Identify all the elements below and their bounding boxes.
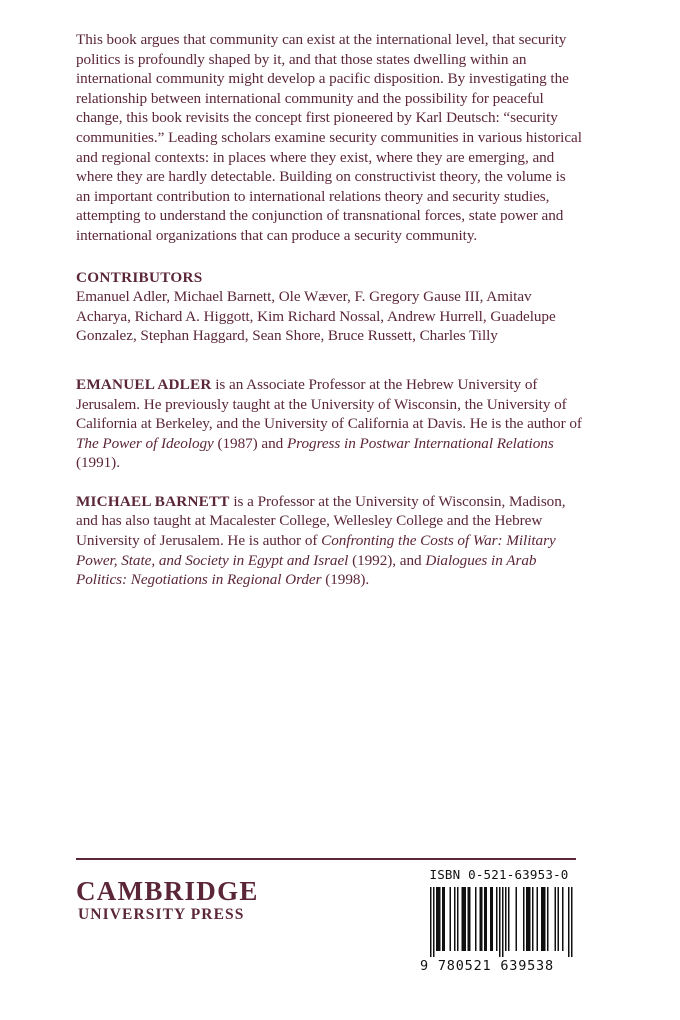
- book-title: Dialogues in Arab Politics: Negotiations in Regional Order: [76, 551, 537, 589]
- barcode-bar: [562, 887, 564, 951]
- barcode-icon: [420, 887, 578, 957]
- barcode-bar: [558, 887, 560, 951]
- barcode-bar: [508, 887, 510, 951]
- barcode-bar: [529, 887, 531, 951]
- publisher-logo: [76, 877, 259, 925]
- barcode-bar: [481, 887, 483, 951]
- barcode-bar: [454, 887, 456, 951]
- barcode-bar: [480, 887, 482, 951]
- bio-name: MICHAEL BARNETT: [76, 492, 230, 510]
- barcode-bar: [537, 887, 539, 951]
- publisher-name: CAMBRIDGE: [76, 876, 259, 906]
- isbn-label: ISBN 0-521-63953-0: [429, 867, 569, 882]
- barcode-bar: [502, 887, 504, 957]
- bio-text: (1992), and: [348, 551, 426, 569]
- contributors-list: Emanuel Adler, Michael Barnett, Ole Wæver, F. Gregory Gause III, Amitav Acharya, Richard A. Higgott, Kim Richard Nossal, Andrew Hurrell, Guadelupe Gonzalez, Stephan Haggard, Sean Shore, Bruce Russett, Charles Tilly: [76, 288, 556, 345]
- barcode-bar: [430, 887, 432, 957]
- barcode-bar: [465, 887, 467, 951]
- bio-text: (1998).: [321, 571, 370, 589]
- barcode-bar: [486, 887, 488, 951]
- bio-text: is an Associate Professor at the Hebrew University of Jerusalem. He previously taught at the University of Wisconsin, the University of California at Berkeley, and the University of California at Davis. He is the author of: [76, 375, 582, 433]
- bio-name: EMANUEL ADLER: [76, 375, 212, 393]
- book-title: Progress in Postwar International Relations: [286, 434, 554, 452]
- barcode-bar: [468, 887, 470, 951]
- barcode-bar: [526, 887, 528, 951]
- barcode-bar: [457, 887, 459, 951]
- barcode-bar: [505, 887, 507, 951]
- barcode-bar: [496, 887, 498, 951]
- barcode-bar: [555, 887, 557, 951]
- isbn-digits: 9 780521 639538: [420, 958, 554, 974]
- book-title: The Power of Ideology: [76, 434, 214, 452]
- barcode-bar: [442, 887, 444, 951]
- bio-emanuel-adler: [76, 375, 582, 473]
- isbn-barcode-block: [420, 868, 578, 973]
- barcode-bar: [571, 887, 573, 957]
- barcode-bar: [544, 887, 546, 951]
- barcode-bar: [528, 887, 530, 951]
- publisher-subtitle: UNIVERSITY PRESS: [78, 906, 245, 923]
- barcode-bar: [516, 887, 518, 951]
- barcode-bar: [433, 887, 435, 957]
- barcode-bar: [444, 887, 446, 951]
- barcode-bar: [568, 887, 570, 957]
- barcode-bar: [450, 887, 452, 951]
- back-cover-text: [76, 30, 582, 590]
- barcode-bar: [462, 887, 464, 951]
- barcode-bar: [463, 887, 465, 951]
- book-title: Confronting the Costs of War: Military Power, State, and Society in Egypt and Israel: [76, 532, 556, 569]
- barcode-bar: [543, 887, 545, 951]
- bio-text: (1991).: [76, 454, 120, 472]
- barcode-bar: [484, 887, 486, 951]
- barcode-bar: [490, 887, 492, 951]
- barcode-bar: [438, 887, 440, 951]
- barcode-bar: [469, 887, 471, 951]
- barcode-bar: [547, 887, 549, 951]
- bio-text: is a Professor at the University of Wisconsin, Madison, and has also taught at Macalester College, Wellesley College and the Hebrew University of Jerusalem. He is author of: [76, 492, 566, 550]
- barcode-bar: [532, 887, 534, 951]
- bio-text: (1987) and: [213, 434, 287, 452]
- barcode-bar: [499, 887, 501, 957]
- barcode-bar: [523, 887, 525, 951]
- blurb-paragraph: This book argues that community can exist at the international level, that security politics is profoundly shaped by it, and that those states dwelling within an international community might develop a pacific disposition. By investigating the relationship between international community and the possibility for peaceful change, this book revisits the concept first pioneered by Karl Deutsch: “security communities.” Leading scholars examine security communities in various historical and regional contexts: in places where they exist, where they are emerging, and where they are hardly detectable. Building on constructivist theory, the volume is an important contribution to international relations theory and security studies, attempting to understand the conjunction of transnational forces, state power and international organizations that can produce a security community.: [76, 31, 582, 244]
- bio-michael-barnett: [76, 492, 582, 590]
- barcode-bar: [541, 887, 543, 951]
- barcode-bar: [436, 887, 438, 951]
- barcode-bar: [492, 887, 494, 951]
- barcode-bar: [475, 887, 477, 951]
- divider-rule: [76, 858, 576, 860]
- barcode-bar: [439, 887, 441, 951]
- contributors-heading: CONTRIBUTORS: [76, 268, 203, 286]
